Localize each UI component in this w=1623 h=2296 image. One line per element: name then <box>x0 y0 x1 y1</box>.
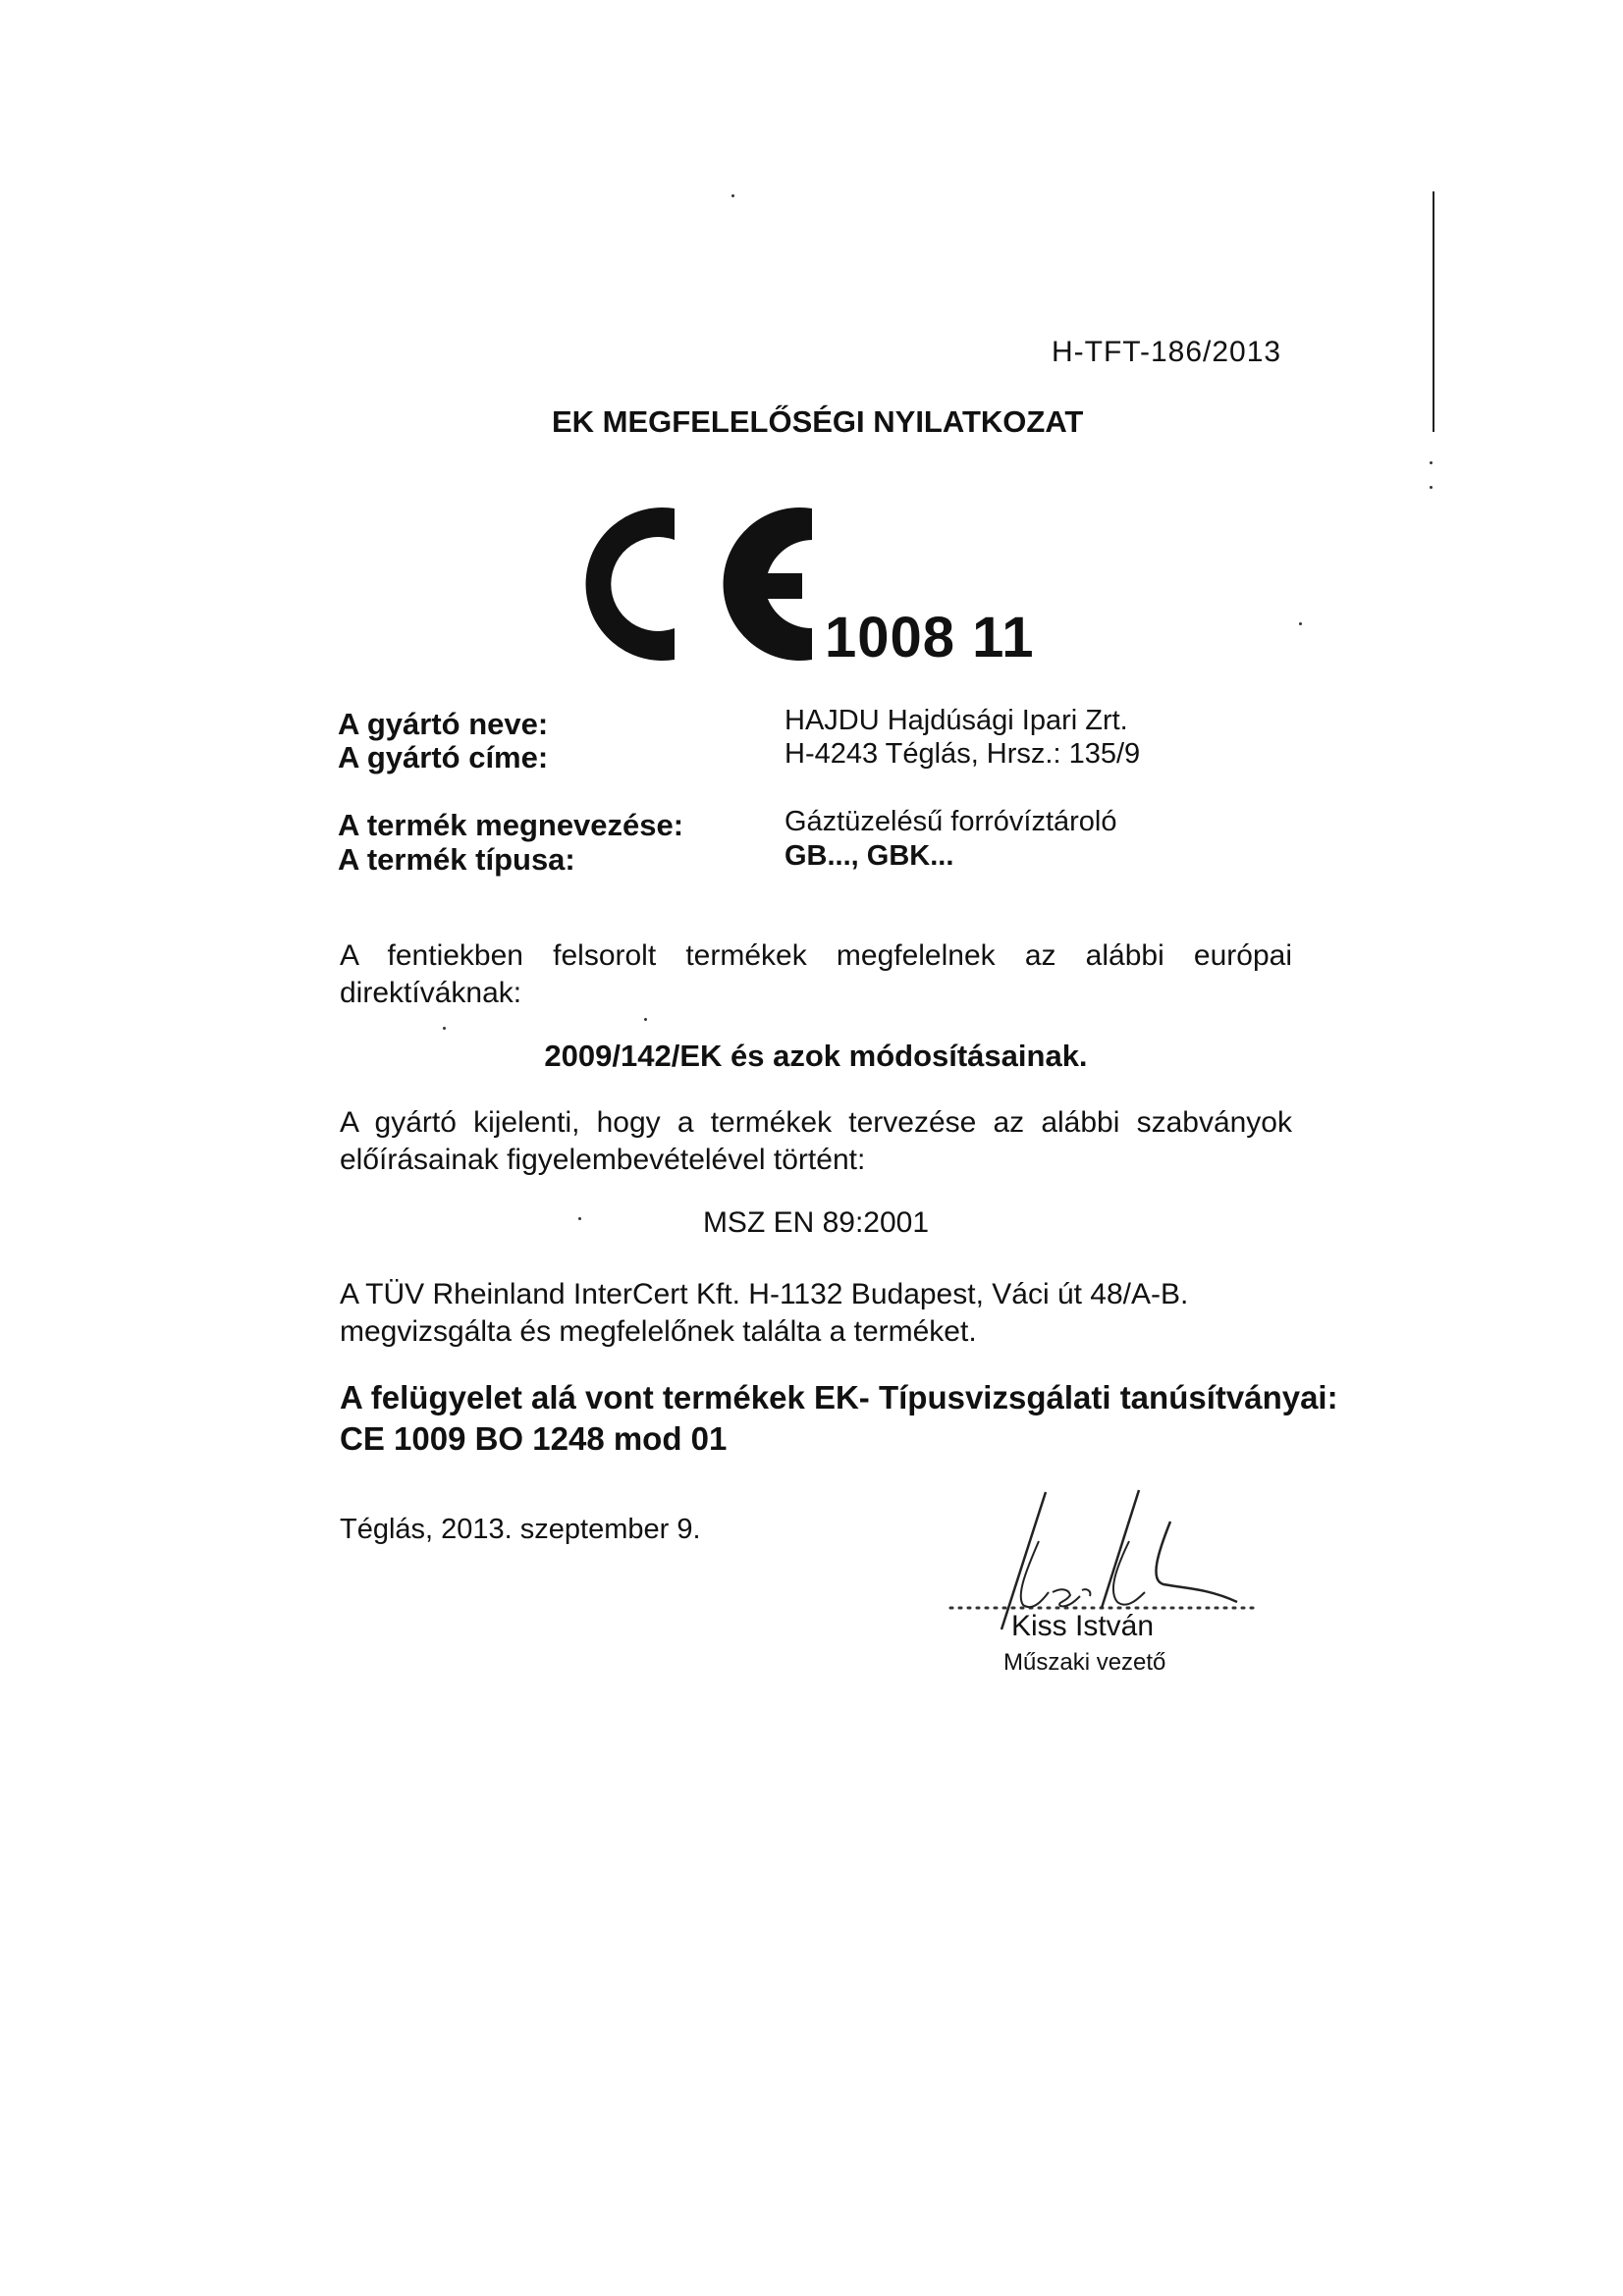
place-and-date: Téglás, 2013. szeptember 9. <box>340 1514 701 1545</box>
product-name-value: Gáztüzelésű forróvíztároló <box>784 806 1117 837</box>
testing-body-line-1: A TÜV Rheinland InterCert Kft. H-1132 Budapest, Váci út 48/A-B. <box>340 1278 1189 1310</box>
product-type-value: GB..., GBK... <box>784 840 954 872</box>
document-title: EK MEGFELELŐSÉGI NYILATKOZAT <box>552 404 1084 439</box>
signer-name: Kiss István <box>1011 1610 1155 1642</box>
scan-speck <box>731 194 734 197</box>
product-type-label: A termék típusa: <box>338 842 575 877</box>
scan-speck <box>644 1018 647 1021</box>
margin-line <box>1433 191 1434 432</box>
directive-reference: 2009/142/EK és azok módosításainak. <box>544 1039 1088 1073</box>
scan-speck <box>1430 486 1433 489</box>
document-number: H-TFT-186/2013 <box>1052 336 1282 368</box>
testing-body-paragraph <box>340 1276 1292 1351</box>
manufacturer-name-value: HAJDU Hajdúsági Ipari Zrt. <box>784 705 1128 736</box>
certificate-number: CE 1009 BO 1248 mod 01 <box>340 1420 728 1457</box>
scan-speck <box>1430 461 1433 464</box>
testing-body-line-2: megvizsgálta és megfelelőnek találta a terméket. <box>340 1315 977 1348</box>
scan-speck <box>443 1027 446 1030</box>
signer-title: Műszaki vezető <box>1003 1649 1166 1676</box>
design-statement: A gyártó kijelenti, hogy a termékek tervezése az alábbi szabványok előírásainak figyelembevételével történt: <box>340 1106 1292 1176</box>
scan-speck <box>1299 622 1302 625</box>
ce-notified-body-number: 1008 11 <box>825 606 1035 669</box>
manufacturer-name-label: A gyártó neve: <box>338 707 549 741</box>
standard-reference: MSZ EN 89:2001 <box>702 1206 930 1239</box>
conformity-statement: A fentiekben felsorolt termékek megfelelnek az alábbi európai direktíváknak: <box>340 939 1292 1009</box>
certificates-heading: A felügyelet alá vont termékek EK- Típusvizsgálati tanúsítványai: <box>340 1379 1338 1415</box>
certificates-block <box>340 1377 1338 1460</box>
manufacturer-address-label: A gyártó címe: <box>338 740 549 774</box>
product-name-label: A termék megnevezése: <box>338 808 684 842</box>
manufacturer-address-value: H-4243 Téglás, Hrsz.: 135/9 <box>784 738 1141 770</box>
